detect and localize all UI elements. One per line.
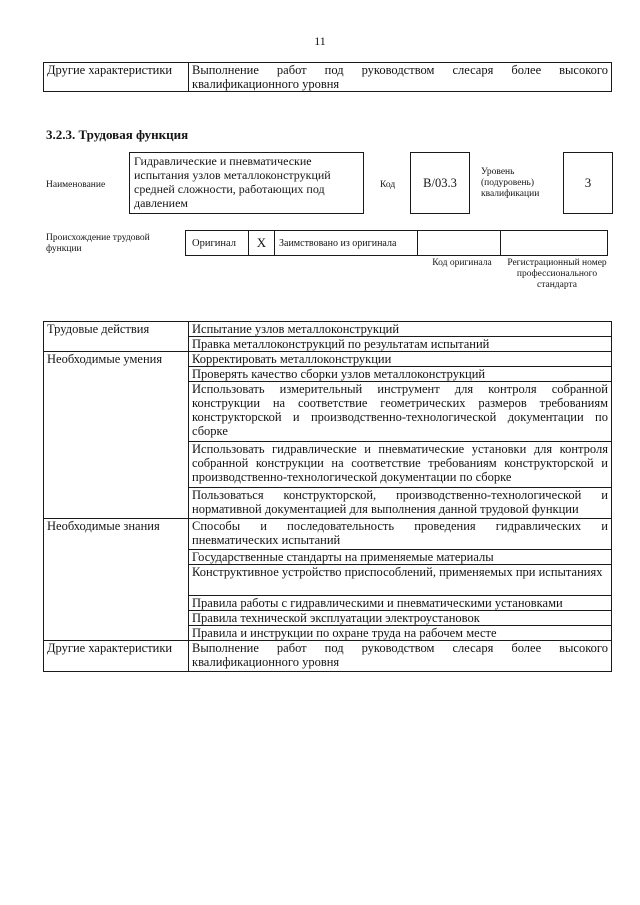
other-characteristics-value: Выполнение работ под руководством слесаря более высокого квалификационного уровня <box>189 641 612 672</box>
skill-item: Пользоваться конструкторской, производственно-технологической и нормативной документацией для выполнения данной трудовой функции <box>189 488 612 519</box>
function-name-value: Гидравлические и пневматические испытания узлов металлоконструкций средней сложности, работающих под давлением <box>129 152 364 214</box>
knowledge-item: Способы и последовательность проведения гидравлических и пневматических испытаний <box>189 519 612 550</box>
qualification-level-value: 3 <box>563 152 613 214</box>
origin-reg-number-cell <box>500 230 608 256</box>
knowledge-item: Правила и инструкции по охране труда на рабочем месте <box>189 626 612 641</box>
top-characteristics-table <box>43 62 612 92</box>
labor-action-item: Испытание узлов металлоконструкций <box>189 322 612 337</box>
required-skills-label: Необходимые умения <box>44 352 189 519</box>
other-characteristics-label: Другие характеристики <box>44 641 189 672</box>
skill-item: Проверять качество сборки узлов металлоконструкций <box>189 367 612 382</box>
knowledge-item: Государственные стандарты на применяемые материалы <box>189 550 612 565</box>
skill-item: Использовать гидравлические и пневматические установки для контроля собранной конструкции на соответствие требованиям конструкторской и производственно-технологической документации по сборке <box>189 442 612 488</box>
function-name-label: Наименование <box>46 180 106 190</box>
origin-code-caption: Код оригинала <box>432 258 492 268</box>
required-knowledge-label: Необходимые знания <box>44 519 189 641</box>
skill-item: Использовать измерительный инструмент для контроля собранной конструкции на соответствие геометрических размеров требованиям конструкторской и производственно-технологической документации по сборке <box>189 382 612 442</box>
knowledge-item: Правила технической эксплуатации электроустановок <box>189 611 612 626</box>
origin-row <box>186 230 608 256</box>
function-details-table <box>43 321 612 672</box>
labor-actions-label: Трудовые действия <box>44 322 189 352</box>
origin-borrowed-cell: Заимствовано из оригинала <box>274 230 418 256</box>
origin-original-cell: Оригинал <box>185 230 249 256</box>
knowledge-item: Правила работы с гидравлическими и пневматическими установками <box>189 596 612 611</box>
knowledge-item: Конструктивное устройство приспособлений, применяемых при испытаниях <box>189 565 612 596</box>
page-number: 11 <box>314 34 326 48</box>
skill-item: Корректировать металлоконструкции <box>189 352 612 367</box>
origin-label: Происхождение трудовой функции <box>46 233 150 254</box>
origin-code-cell <box>417 230 501 256</box>
section-title: 3.2.3. Трудовая функция <box>46 127 189 142</box>
labor-action-item: Правка металлоконструкций по результатам испытаний <box>189 337 612 352</box>
qualification-level-label: Уровень (подуровень) квалификации <box>481 167 540 199</box>
top-characteristics-value: Выполнение работ под руководством слесаря более высокого квалификационного уровня <box>189 63 612 92</box>
function-code-label: Код <box>380 180 396 190</box>
origin-mark-cell: X <box>248 230 275 256</box>
function-code-value: B/03.3 <box>410 152 470 214</box>
top-characteristics-label: Другие характеристики <box>44 63 189 92</box>
origin-reg-caption: Регистрационный номер профессионального стандарта <box>507 258 607 290</box>
